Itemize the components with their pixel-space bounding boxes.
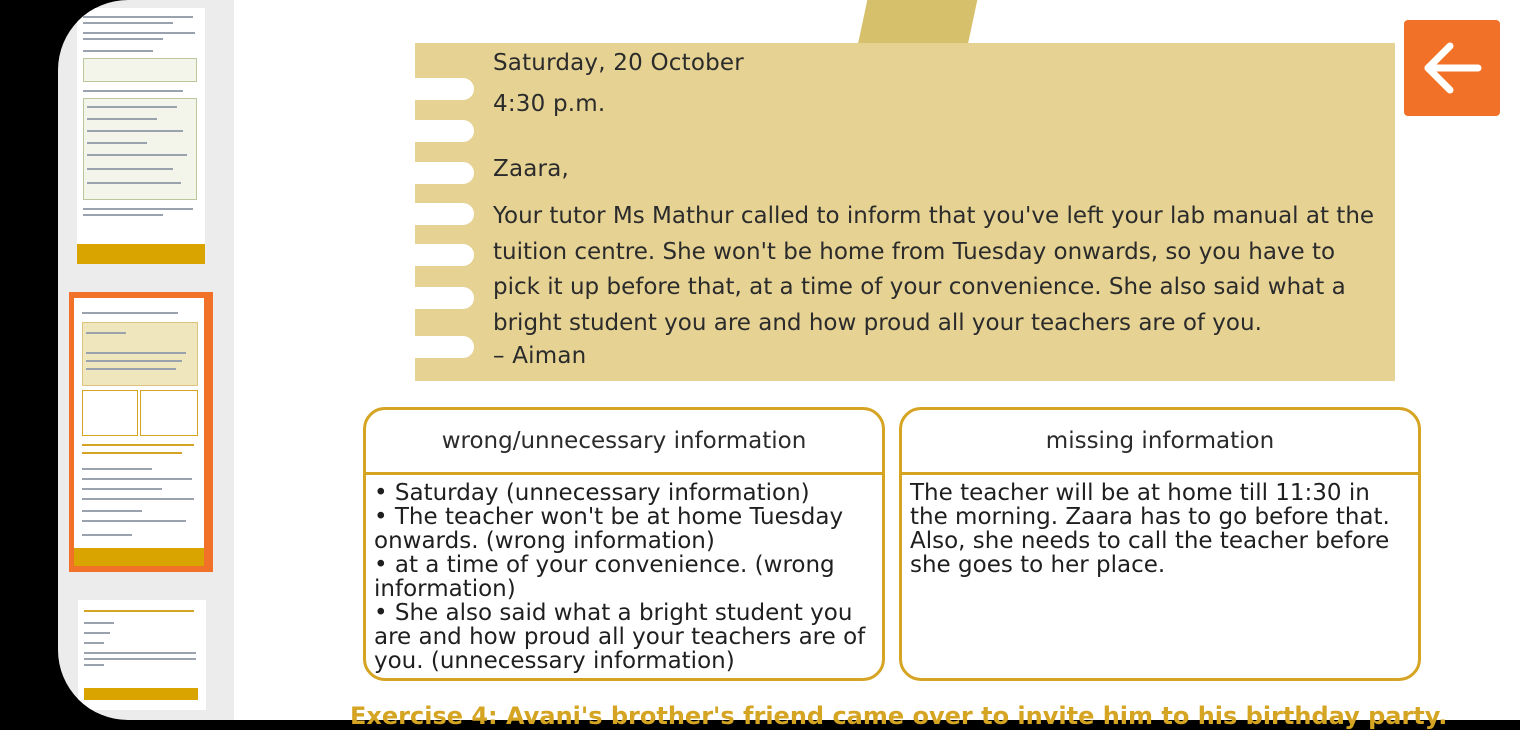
note-greeting: Zaara, — [493, 156, 570, 182]
notepad-hole — [404, 203, 474, 225]
wrong-info-box — [363, 407, 885, 681]
notepad-hole — [404, 287, 474, 309]
list-item: • She also said what a bright student you are and how proud all your teachers are of you. (unnecessary information) — [374, 600, 866, 674]
note-body: Your tutor Ms Mathur called to inform that you've left your lab manual at the tuition centre. She won't be home from Tuesday onwards, so you have to pick it up before that, at a time of your convenience. She also said what a bright student you are and how proud all your teachers are of you. — [493, 203, 1375, 336]
list-item: • The teacher won't be at home Tuesday onwards. (wrong information) — [374, 504, 844, 554]
wrong-info-list — [366, 475, 882, 673]
list-item: • at a time of your convenience. (wrong information) — [374, 552, 835, 602]
thumbnail-sidebar — [58, 0, 234, 720]
wrong-info-header: wrong/unnecessary information — [366, 410, 882, 475]
notepad-hole — [404, 78, 474, 100]
note-signature: – Aiman — [493, 343, 587, 369]
note-time: 4:30 p.m. — [493, 91, 606, 117]
note-date: Saturday, 20 October — [493, 50, 744, 76]
notepad-hole — [404, 162, 474, 184]
back-button[interactable] — [1404, 20, 1500, 116]
missing-info-text: The teacher will be at home till 11:30 in the morning. Zaara has to go before that. Also, she needs to call the teacher before she goes to her place. — [910, 480, 1390, 578]
page-thumbnail-2-current[interactable] — [74, 298, 204, 566]
notepad-hole — [404, 120, 474, 142]
list-item: • Saturday (unnecessary information) — [374, 480, 810, 506]
arrow-left-icon — [1404, 20, 1500, 116]
missing-info-box — [899, 407, 1421, 681]
notepad-hole — [404, 244, 474, 266]
missing-info-header: missing information — [902, 410, 1418, 475]
exercise-heading: Exercise 4: Avani's brother's friend came over to invite him to his birthday party. — [350, 702, 1448, 730]
notepad-hole — [404, 336, 474, 358]
page-thumbnail-3[interactable] — [78, 600, 206, 710]
page-thumbnail-1[interactable] — [77, 8, 205, 264]
